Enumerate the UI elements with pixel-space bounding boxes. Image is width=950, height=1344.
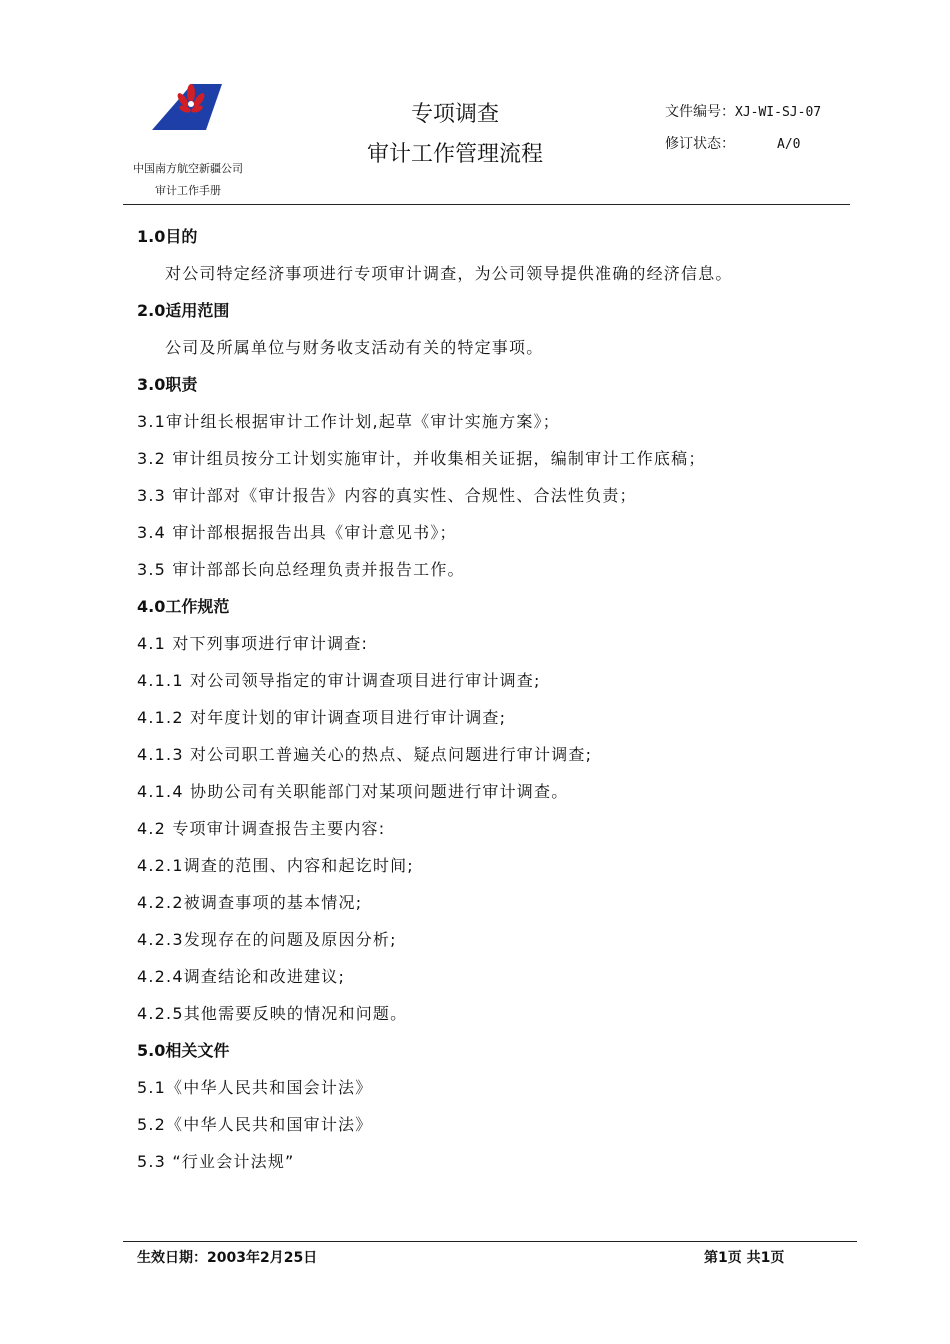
section-heading: 2.0适用范围 bbox=[137, 301, 230, 320]
revision-row bbox=[665, 133, 800, 153]
section-item: 3.5 审计部部长向总经理负责并报告工作。 bbox=[137, 560, 465, 579]
section-item: 4.1.1 对公司领导指定的审计调查项目进行审计调查; bbox=[137, 671, 541, 690]
section-item: 4.2.1调查的范围、内容和起讫时间; bbox=[137, 856, 414, 875]
section-item: 3.1审计组长根据审计工作计划,起草《审计实施方案》； bbox=[137, 412, 560, 431]
header-divider bbox=[123, 204, 850, 205]
section-item: 对公司特定经济事项进行专项审计调查，为公司领导提供准确的经济信息。 bbox=[165, 264, 733, 283]
revision-label: 修订状态： bbox=[665, 136, 735, 152]
doc-number-row bbox=[665, 101, 821, 121]
section-item: 公司及所属单位与财务收支活动有关的特定事项。 bbox=[165, 338, 544, 357]
section-heading: 1.0目的 bbox=[137, 227, 198, 246]
footer-divider bbox=[123, 1241, 857, 1242]
section-item: 4.2.2被调查事项的基本情况; bbox=[137, 893, 363, 912]
section-heading: 3.0职责 bbox=[137, 375, 198, 394]
section-item: 4.2.3发现存在的问题及原因分析; bbox=[137, 930, 397, 949]
section-item: 3.3 审计部对《审计报告》内容的真实性、合规性、合法性负责； bbox=[137, 486, 637, 505]
section-item: 5.2《中华人民共和国审计法》 bbox=[137, 1115, 373, 1134]
section-item: 3.2 审计组员按分工计划实施审计，并收集相关证据，编制审计工作底稿； bbox=[137, 449, 706, 468]
doc-number-value: XJ-WI-SJ-07 bbox=[735, 105, 822, 120]
section-item: 4.2.5其他需要反映的情况和问题。 bbox=[137, 1004, 408, 1023]
revision-value: A/0 bbox=[777, 137, 801, 152]
airline-logo bbox=[150, 82, 222, 132]
section-item: 5.3 “行业会计法规” bbox=[137, 1152, 295, 1171]
page-title-line2: 审计工作管理流程 bbox=[366, 142, 543, 167]
section-heading: 5.0相关文件 bbox=[137, 1041, 230, 1060]
effective-date: 生效日期：2003年2月25日 bbox=[137, 1250, 318, 1266]
section-item: 4.1 对下列事项进行审计调查: bbox=[137, 634, 369, 653]
section-item: 5.1《中华人民共和国会计法》 bbox=[137, 1078, 373, 1097]
section-item: 4.1.4 协助公司有关职能部门对某项问题进行审计调查。 bbox=[137, 782, 569, 801]
section-item: 4.2.4调查结论和改进建议; bbox=[137, 967, 346, 986]
document-body bbox=[137, 222, 857, 1184]
section-item: 4.1.2 对年度计划的审计调查项目进行审计调查; bbox=[137, 708, 507, 727]
page-title-line1: 专项调查 bbox=[410, 102, 499, 127]
section-item: 3.4 审计部根据报告出具《审计意见书》； bbox=[137, 523, 457, 542]
section-item: 4.1.3 对公司职工普遍关心的热点、疑点问题进行审计调查; bbox=[137, 745, 593, 764]
section-heading: 4.0工作规范 bbox=[137, 597, 230, 616]
manual-name: 审计工作手册 bbox=[155, 184, 221, 197]
page-info: 第1页 共1页 bbox=[704, 1250, 785, 1266]
company-name: 中国南方航空新疆公司 bbox=[133, 162, 243, 175]
doc-number-label: 文件编号： bbox=[665, 104, 735, 120]
section-item: 4.2 专项审计调查报告主要内容: bbox=[137, 819, 386, 838]
